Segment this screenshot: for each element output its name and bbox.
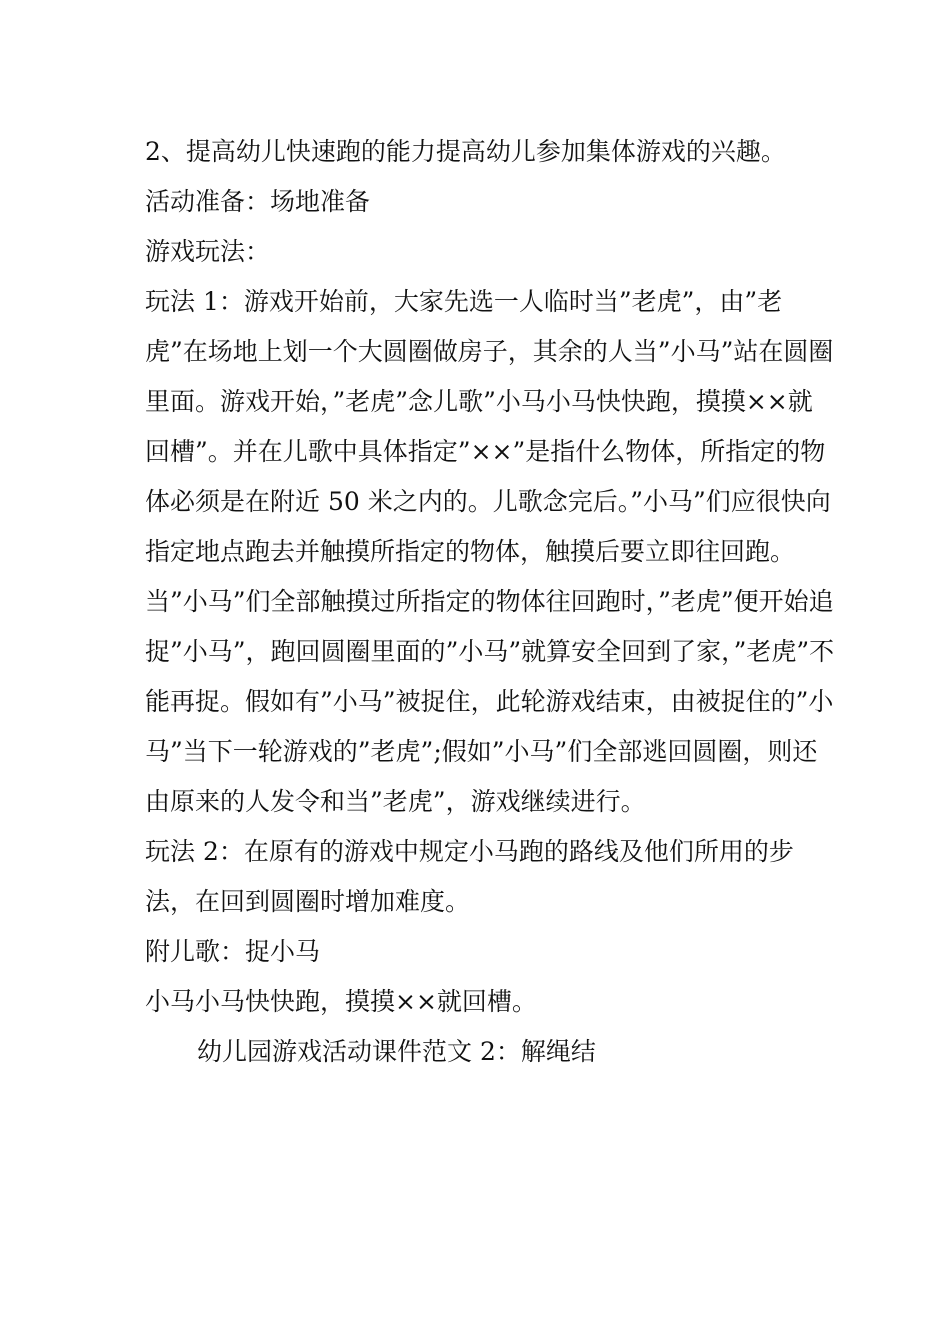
method-2-paragraph: 玩法 2：在原有的游戏中规定小马跑的路线及他们所用的步法，在回到圆圈时增加难度。 bbox=[145, 837, 794, 916]
section-heading: 幼儿园游戏活动课件范文 2：解绳结 bbox=[197, 1037, 596, 1066]
preparation-paragraph: 活动准备：场地准备 bbox=[145, 187, 371, 216]
goal-paragraph: 2、提高幼儿快速跑的能力提高幼儿参加集体游戏的兴趣。 bbox=[145, 137, 786, 166]
document-body bbox=[145, 127, 835, 1077]
nursery-rhyme-heading: 附儿歌：捉小马 bbox=[145, 937, 321, 966]
game-method-heading: 游戏玩法： bbox=[145, 237, 271, 266]
nursery-rhyme-text: 小马小马快快跑，摸摸××就回槽。 bbox=[145, 987, 537, 1016]
method-1-paragraph: 玩法 1：游戏开始前，大家先选一人临时当”老虎”，由”老虎”在场地上划一个大圆圈做房子，其余的人当”小马”站在圆圈里面。游戏开始，”老虎”念儿歌”小马小马快快跑，摸摸××就回槽”。并在儿歌中具体指定”××”是指什么物体，所指定的物体必须是在附近 50 米之内的。儿歌念完后。”小马”们应很快向指定地点跑去并触摸所指定的物体，触摸后要立即往回跑。当”小马”们全部触摸过所指定的物体往回跑时，”老虎”便开始追捉”小马”，跑回圆圈里面的”小马”就算安全回到了家，”老虎”不能再捉。假如有”小马”被捉住，此轮游戏结束，由被捉住的”小马”当下一轮游戏的”老虎”;假如”小马”们全部逃回圆圈，则还由原来的人发令和当”老虎”，游戏继续进行。 bbox=[145, 287, 835, 816]
